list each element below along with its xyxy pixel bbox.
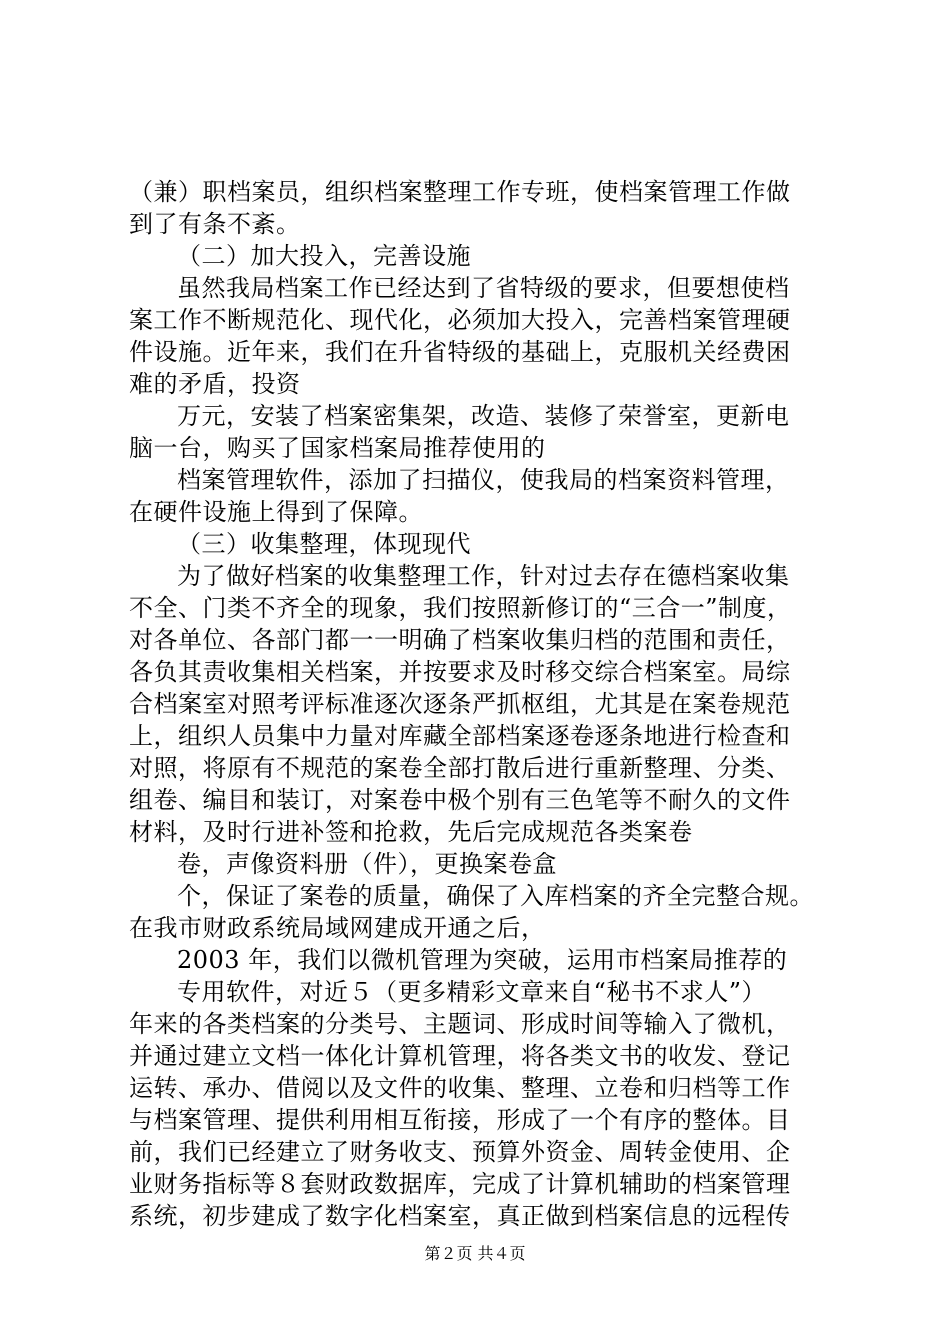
- body-text: [129, 176, 849, 1232]
- text-line: 在硬件设施上得到了保障。: [129, 498, 423, 526]
- text-line: 难的矛盾，投资: [129, 370, 301, 398]
- text-line: 案工作不断规范化、现代化，必须加大投入，完善档案管理硬: [129, 306, 791, 334]
- section-heading: （二）加大投入，完善设施: [177, 242, 471, 270]
- text-line: 为了做好档案的收集整理工作，针对过去存在德档案收集: [177, 562, 790, 590]
- text-line: 业财务指标等８套财政数据库，完成了计算机辅助的档案管理: [129, 1170, 791, 1198]
- text-line: 件设施。近年来，我们在升省特级的基础上，克服机关经费困: [129, 338, 791, 366]
- text-line: 并通过建立文档一体化计算机管理，将各类文书的收发、登记: [129, 1042, 791, 1070]
- text-line: 各负其责收集相关档案，并按要求及时移交综合档案室。局综: [129, 658, 791, 686]
- text-line: 档案管理软件，添加了扫描仪，使我局的档案资料管理，: [177, 466, 790, 494]
- text-line: 材料，及时行进补签和抢救，先后完成规范各类案卷: [129, 818, 693, 846]
- text-line: 年来的各类档案的分类号、主题词、形成时间等输入了微机，: [129, 1010, 791, 1038]
- text-line: 对各单位、各部门都一一明确了档案收集归档的范围和责任，: [129, 626, 791, 654]
- text-line: 合档案室对照考评标准逐次逐条严抓枢组，尤其是在案卷规范: [129, 690, 791, 718]
- text-line: 前，我们已经建立了财务收支、预算外资金、周转金使用、企: [129, 1138, 791, 1166]
- text-line: 专用软件，对近５（更多精彩文章来自“秘书不求人”）: [177, 978, 767, 1006]
- text-line: 虽然我局档案工作已经达到了省特级的要求，但要想使档: [177, 274, 790, 302]
- text-line: 2003 年，我们以微机管理为突破，运用市档案局推荐的: [177, 946, 788, 974]
- text-line: 上，组织人员集中力量对库藏全部档案逐卷逐条地进行检查和: [129, 722, 791, 750]
- text-line: 个，保证了案卷的质量，确保了入库档案的齐全完整合规。: [177, 882, 814, 910]
- text-line: 运转、承办、借阅以及文件的收集、整理、立卷和归档等工作: [129, 1074, 791, 1102]
- section-heading: （三）收集整理，体现现代: [177, 530, 471, 558]
- text-line: 在我市财政系统局域网建成开通之后，: [129, 914, 546, 942]
- text-line: （兼）职档案员，组织档案整理工作专班，使档案管理工作做: [129, 178, 791, 206]
- page-number-footer: 第２页 共４页: [424, 1244, 526, 1263]
- text-line: 不全、门类不齐全的现象，我们按照新修订的“三合一”制度，: [129, 594, 792, 622]
- text-line: 万元，安装了档案密集架，改造、装修了荣誉室，更新电: [177, 402, 790, 430]
- text-line: 组卷、编目和装订，对案卷中极个别有三色笔等不耐久的文件: [129, 786, 791, 814]
- text-line: 卷，声像资料册（件），更换案卷盒: [177, 850, 557, 878]
- text-line: 对照，将原有不规范的案卷全部打散后进行重新整理、分类、: [129, 754, 791, 782]
- text-line: 到了有条不紊。: [129, 210, 301, 238]
- text-line: 与档案管理、提供利用相互衔接，形成了一个有序的整体。目: [129, 1106, 791, 1134]
- text-line: 系统，初步建成了数字化档案室，真正做到档案信息的远程传: [129, 1202, 791, 1230]
- text-line: 脑一台，购买了国家档案局推荐使用的: [129, 434, 546, 462]
